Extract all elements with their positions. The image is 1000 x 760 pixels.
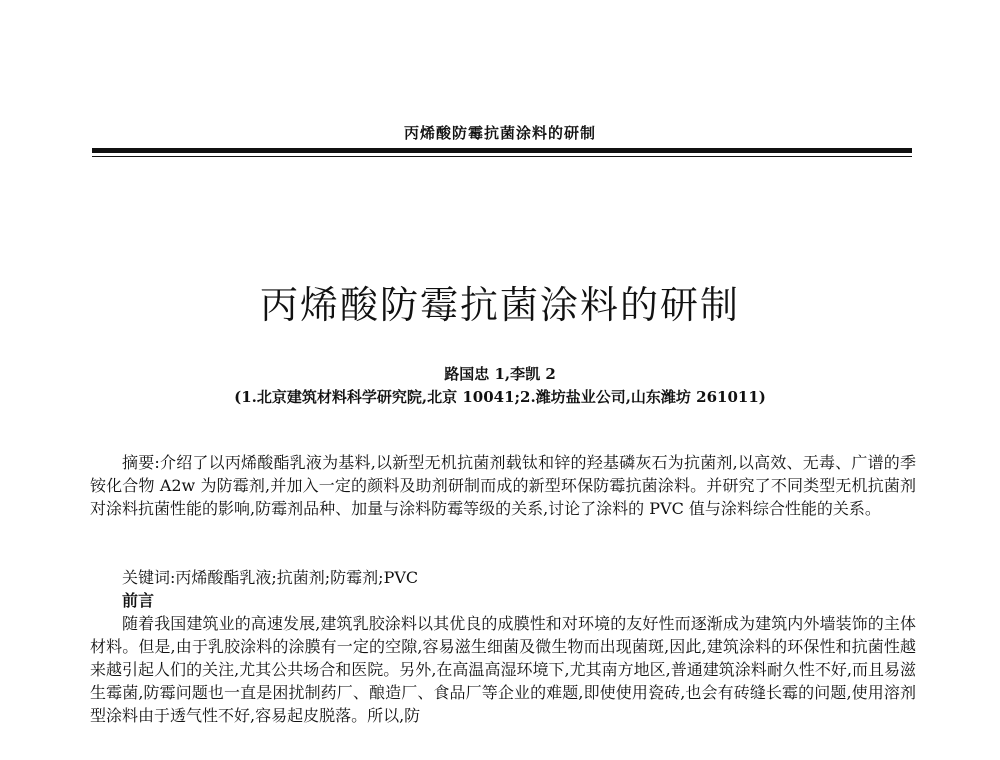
section-heading-preface: 前言 bbox=[122, 591, 155, 610]
abstract: 摘要:介绍了以丙烯酸酯乳液为基料,以新型无机抗菌剂载钛和锌的羟基磷灰石为抗菌剂,以高效、无毒、广谱的季铵化合物 A2w 为防霉剂,并加入一定的颜料及助剂研制而成的新型环保防霉抗菌涂料。并研究了不同类型无机抗菌剂对涂料抗菌性能的影响,防霉剂品种、加量与涂料防霉等级的关系,讨论了涂料的 PVC 值与涂料综合性能的关系。 bbox=[90, 453, 916, 518]
affiliation: (1.北京建筑材料科学研究院,北京 10041;2.潍坊盐业公司,山东潍坊 261011) bbox=[234, 388, 766, 406]
header-rule-thin bbox=[92, 156, 912, 157]
authors: 路国忠 1,李凯 2 bbox=[444, 365, 556, 383]
running-head: 丙烯酸防霉抗菌涂料的研制 bbox=[403, 124, 596, 142]
paper-title: 丙烯酸防霉抗菌涂料的研制 bbox=[259, 283, 740, 327]
keywords: 关键词:丙烯酸酯乳液;抗菌剂;防霉剂;PVC bbox=[122, 568, 419, 587]
intro-paragraph: 随着我国建筑业的高速发展,建筑乳胶涂料以其优良的成膜性和对环境的友好性而逐渐成为建筑内外墙装饰的主体材料。但是,由于乳胶涂料的涂膜有一定的空隙,容易滋生细菌及微生物而出现菌斑,因此,建筑涂料的环保性和抗菌性越来越引起人们的关注,尤其公共场合和医院。另外,在高温高湿环境下,尤其南方地区,普通建筑涂料耐久性不好,而且易滋生霉菌,防霉问题也一直是困扰制药厂、酿造厂、食品厂等企业的难题,即使使用瓷砖,也会有砖缝长霉的问题,使用溶剂型涂料由于透气性不好,容易起皮脱落。所以,防 bbox=[90, 614, 916, 725]
header-rule-thick bbox=[92, 148, 912, 153]
